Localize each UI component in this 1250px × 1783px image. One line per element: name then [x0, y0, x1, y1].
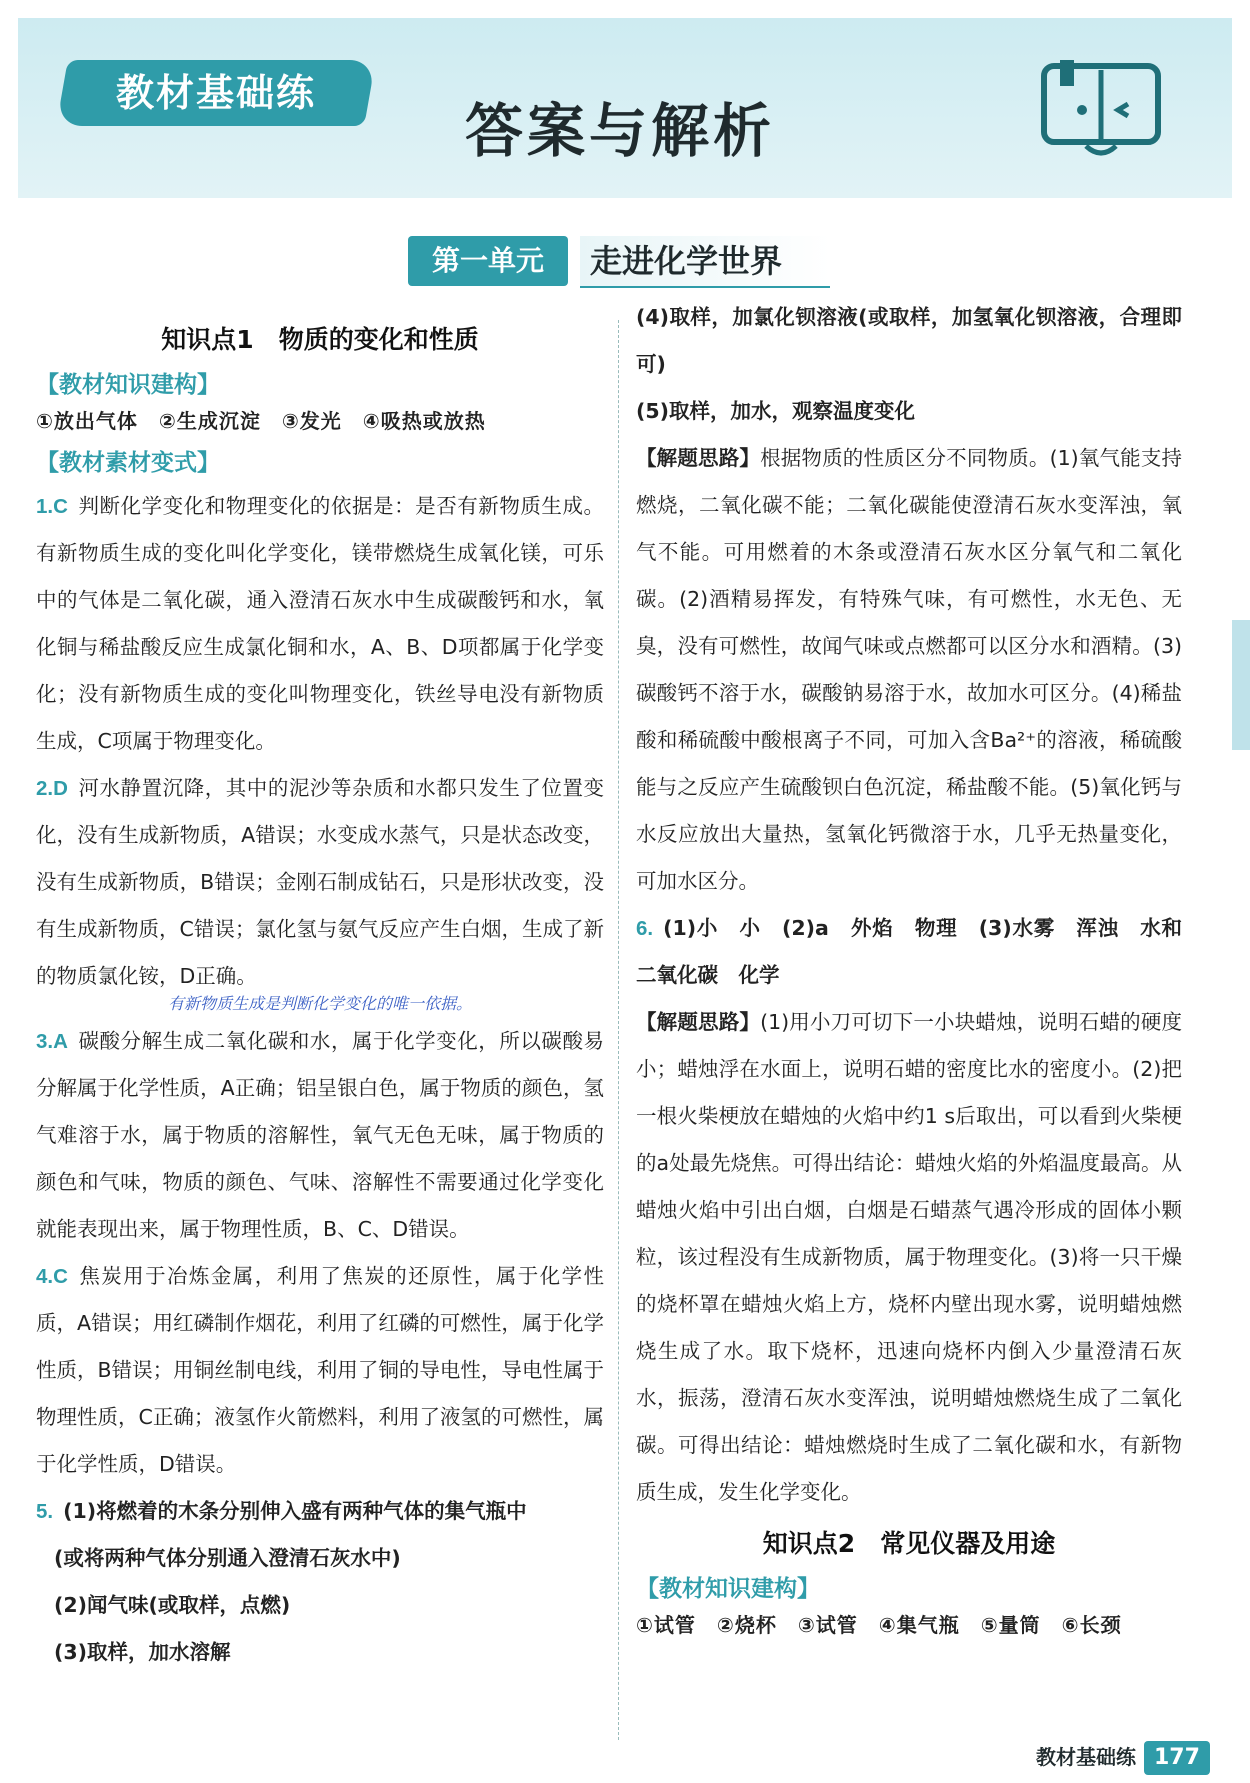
side-tab: [1232, 620, 1250, 750]
section-heading: 【教材知识建构】: [36, 372, 220, 398]
knowledge-point-1-title: 知识点1 物质的变化和性质: [161, 325, 479, 354]
question-5-line: (4)取样，加氯化钡溶液(或取样，加氢氧化钡溶液，合理即可): [636, 305, 1182, 376]
question-5: 5. (1)将燃着的木条分别伸入盛有两种气体的集气瓶中: [36, 1499, 527, 1523]
question-5-line: (或将两种气体分别通入澄清石灰水中): [54, 1546, 401, 1570]
question-2: 2.D 河水静置沉降，其中的泥沙等杂质和水都只发生了位置变化，没有生成新物质，A错误；水变成水蒸气，只是状态改变，没有生成新物质，B错误；金刚石制成钻石，只是形状改变，没有生成新物质，C错误；氯化氢与氨气反应产生白烟，生成了新的物质氯化铵，D正确。: [36, 776, 604, 988]
unit-title: 走进化学世界: [580, 236, 830, 288]
knowledge-point-2-title: 知识点2 常见仪器及用途: [762, 1529, 1056, 1558]
right-column: [636, 305, 1182, 1644]
answer-line: ①放出气体 ②生成沉淀 ③发光 ④吸热或放热: [36, 409, 486, 433]
page-number: 177: [1144, 1741, 1210, 1775]
left-column: [36, 318, 604, 1676]
question-5-line: (2)闻气味(或取样，点燃): [54, 1593, 291, 1617]
section-heading: 【教材素材变式】: [36, 450, 220, 476]
question-5-line: (5)取样，加水，观察温度变化: [636, 399, 916, 423]
question-5-line: (3)取样，加水溶解: [54, 1640, 231, 1664]
question-4: 4.C 焦炭用于冶炼金属，利用了焦炭的还原性，属于化学性质，A错误；用红磷制作烟花，利用了红磷的可燃性，属于化学性质，B错误；用铜丝制电线，利用了铜的导电性，导电性属于物理性质，C正确；液氢作火箭燃料，利用了液氢的可燃性，属于化学性质，D错误。: [36, 1264, 604, 1476]
question-6-explanation: 【解题思路】(1)用小刀可切下一小块蜡烛，说明石蜡的硬度小；蜡烛浮在水面上，说明石蜡的密度比水的密度小。(2)把一根火柴梗放在蜡烛的火焰中约1 s后取出，可以看到火柴梗的a处最先烧焦。可得出结论：蜡烛火焰的外焰温度最高。从蜡烛火焰中引出白烟，白烟是石蜡蒸气遇冷形成的固体小颗粒，该过程没有生成新物质，属于物理变化。(3)将一只干燥的烧杯罩在蜡烛火焰上方，烧杯内壁出现水雾，说明蜡烛燃烧生成了水。取下烧杯，迅速向烧杯内倒入少量澄清石灰水，振荡，澄清石灰水变浑浊，说明蜡烛燃烧生成了二氧化碳。可得出结论：蜡烛燃烧时生成了二氧化碳和水，有新物质生成，发生化学变化。: [636, 1010, 1182, 1504]
handwritten-note: 有新物质生成是判断化学变化的唯一依据。: [167, 994, 472, 1013]
question-5-explanation: 【解题思路】根据物质的性质区分不同物质。(1)氧气能支持燃烧，二氧化碳不能；二氧化碳能使澄清石灰水变浑浊，氧气不能。可用燃着的木条或澄清石灰水区分氧气和二氧化碳。(2)酒精易挥发，有特殊气味，有可燃性，水无色、无臭，没有可燃性，故闻气味或点燃都可以区分水和酒精。(3)碳酸钙不溶于水，碳酸钠易溶于水，故加水可区分。(4)稀盐酸和稀硫酸中酸根离子不同，可加入含Ba²⁺的溶液，稀硫酸能与之反应产生硫酸钡白色沉淀，稀盐酸不能。(5)氧化钙与水反应放出大量热，氢氧化钙微溶于水，几乎无热量变化，可加水区分。: [636, 446, 1182, 893]
book-icon: [1036, 58, 1166, 162]
page-title: 答案与解析: [464, 97, 775, 165]
question-3: 3.A 碳酸分解生成二氧化碳和水，属于化学变化，所以碳酸易分解属于化学性质，A正确；铝呈银白色，属于物质的颜色，氢气难溶于水，属于物质的溶解性，氧气无色无味，属于物质的颜色和气味，物质的颜色、气味、溶解性不需要通过化学变化就能表现出来，属于物理性质，B、C、D错误。: [36, 1029, 604, 1241]
footer-label: 教材基础练 177: [1036, 1740, 1210, 1774]
question-1: 1.C 判断化学变化和物理变化的依据是：是否有新物质生成。有新物质生成的变化叫化学变化，镁带燃烧生成氧化镁，可乐中的气体是二氧化碳，通入澄清石灰水中生成碳酸钙和水，氧化铜与稀盐酸反应生成氯化铜和水，A、B、D项都属于化学变化；没有新物质生成的变化叫物理变化，铁丝导电没有新物质生成，C项属于物理变化。: [36, 494, 604, 753]
question-6: 6. (1)小 小 (2)a 外焰 物理 (3)水雾 浑浊 水和二氧化碳 化学: [636, 916, 1182, 987]
section-heading: 【教材知识建构】: [636, 1576, 820, 1602]
header-tag: 教材基础练: [115, 71, 316, 115]
unit-tag: 第一单元: [408, 236, 568, 286]
answer-line: ①试管 ②烧杯 ③试管 ④集气瓶 ⑤量筒 ⑥长颈: [636, 1613, 1122, 1637]
column-divider: [618, 320, 619, 1740]
